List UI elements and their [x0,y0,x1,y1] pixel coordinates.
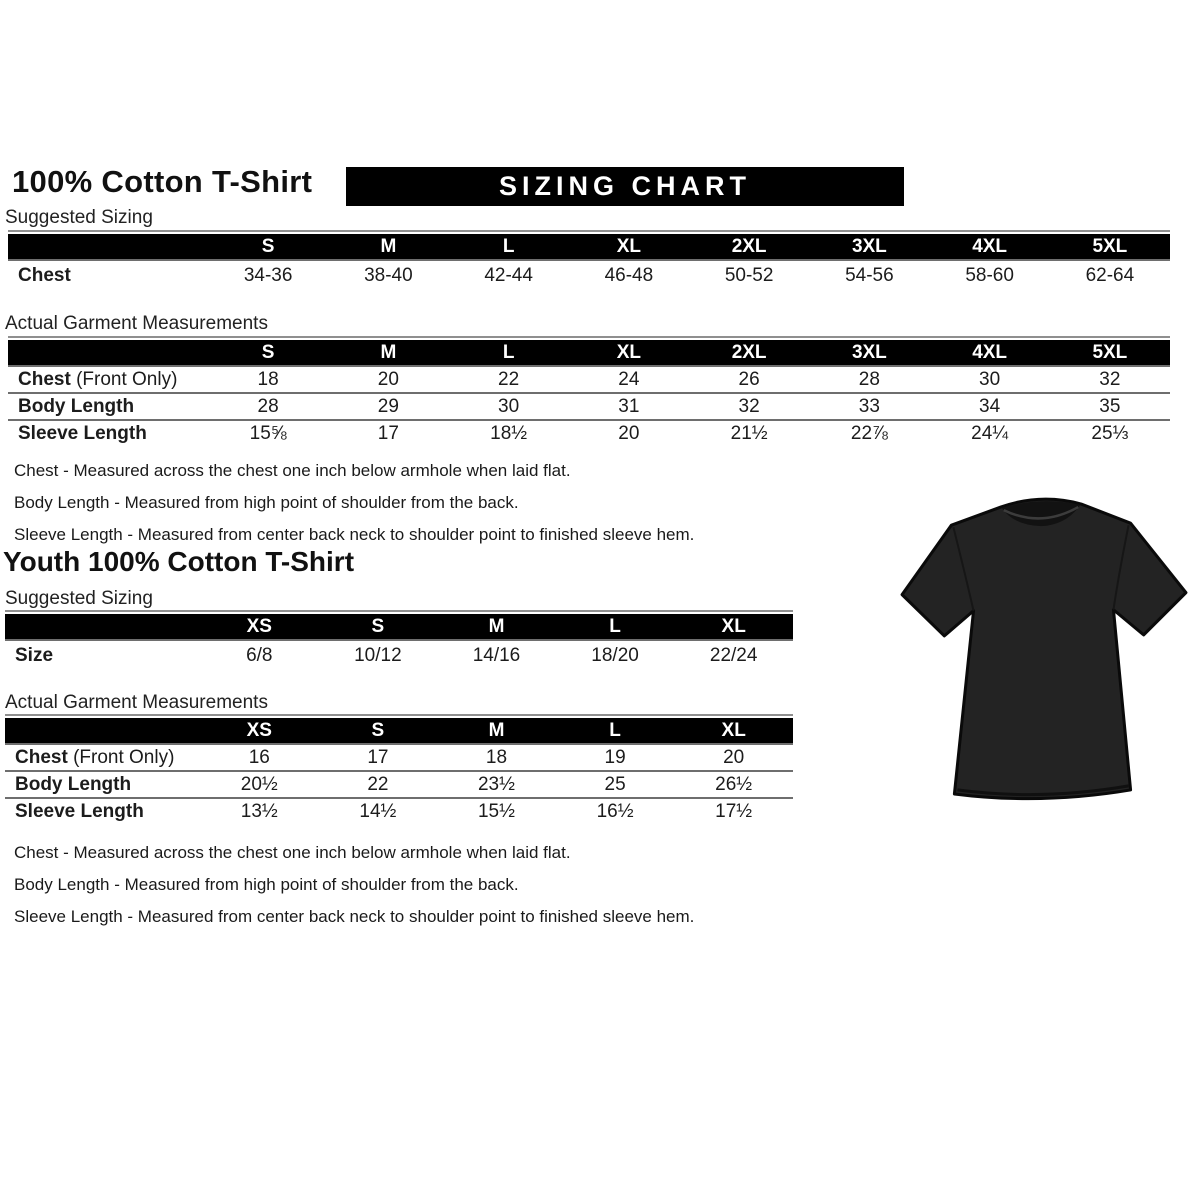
column-header: M [488,615,505,637]
table-row [8,259,1170,290]
column-header: L [502,235,515,257]
sizing-chart-banner-text: SIZING CHART [499,171,751,201]
table-cell: 31 [618,395,640,417]
column-header: M [488,719,505,741]
row-label: Chest (Front Only) [18,368,178,390]
column-header: S [371,719,385,741]
column-header: XL [616,341,642,363]
column-header: XL [721,719,746,741]
column-header: 2XL [731,235,767,257]
table-row [8,419,1170,446]
table-cell: 34 [979,395,1001,417]
note-chest: Chest - Measured across the chest one inch below armhole when laid flat. [14,461,571,480]
column-header: L [502,341,515,363]
table-row [5,639,793,670]
note-body-length: Body Length - Measured from high point of shoulder from the back. [14,493,519,512]
table-header-row [5,614,793,639]
table-header-row [5,718,793,743]
column-header: 3XL [851,235,887,257]
page-title: 100% Cotton T-Shirt [12,164,313,199]
row-label: Chest [18,264,71,286]
youth-measurement-notes [14,843,694,939]
adult-actual-measurements-label: Actual Garment Measurements [5,313,268,334]
youth-section-title: Youth 100% Cotton T-Shirt [3,546,355,577]
table-cell: 32 [738,395,760,417]
table-cell: 18/20 [591,644,639,666]
tshirt-graphic [893,494,1195,806]
table-cell: 20½ [240,773,278,795]
table-cell: 32 [1099,368,1121,390]
table-row [5,770,793,797]
table-cell: 21½ [730,422,768,444]
table-cell: 50-52 [724,264,774,286]
table-cell: 22 [367,773,389,795]
column-header: S [261,341,275,363]
column-header: 5XL [1092,341,1128,363]
table-cell: 62-64 [1085,264,1135,286]
table-cell: 19 [604,746,626,768]
sizing-chart-banner [346,167,904,206]
table-cell: 24 [618,368,640,390]
table-cell: 18 [257,368,279,390]
table-cell: 16 [248,746,270,768]
note-chest: Chest - Measured across the chest one inch below armhole when laid flat. [14,843,571,862]
table-cell: 16½ [596,800,634,822]
table-cell: 22 [498,368,520,390]
table-cell: 54-56 [845,264,894,286]
table-row [8,392,1170,419]
youth-actual-measurements-table [5,714,793,824]
table-row [8,365,1170,392]
column-header: 2XL [731,341,767,363]
table-cell: 18 [485,746,508,768]
row-label: Sleeve Length [15,800,144,822]
column-header: XS [246,719,272,741]
column-header: S [371,615,385,637]
table-cell: 58-60 [965,264,1014,286]
note-sleeve-length: Sleeve Length - Measured from center back neck to shoulder point to finished sleeve hem. [14,907,695,926]
table-cell: 13½ [240,800,278,822]
table-cell: 26 [738,368,760,390]
table-cell: 28 [257,395,279,417]
table-cell: 25 [604,773,626,795]
row-label: Sleeve Length [18,422,147,444]
table-cell: 33 [858,395,880,417]
table-cell: 17 [367,746,389,768]
table-cell: 28 [858,368,880,390]
column-header: M [380,341,397,363]
row-label: Chest (Front Only) [15,746,175,768]
table-cell: 29 [377,395,399,417]
table-row [5,743,793,770]
column-header: 4XL [972,235,1008,257]
youth-suggested-sizing-label: Suggested Sizing [5,588,153,609]
adult-actual-measurements-table [8,336,1170,446]
table-cell: 14/16 [472,644,521,666]
table-cell: 20 [723,746,745,768]
table-header-row [8,234,1170,259]
note-sleeve-length: Sleeve Length - Measured from center back neck to shoulder point to finished sleeve hem. [14,525,695,544]
table-cell: 38-40 [364,264,413,286]
table-cell: 10/12 [354,644,402,666]
table-cell: 14½ [359,800,397,822]
youth-actual-measurements-label: Actual Garment Measurements [5,692,268,713]
table-row [5,797,793,824]
youth-suggested-sizing-table [5,610,793,670]
table-cell: 46-48 [604,264,654,286]
column-header: M [380,235,397,257]
table-cell: 17½ [715,800,753,822]
note-body-length: Body Length - Measured from high point of shoulder from the back. [14,875,519,894]
tshirt-image [893,494,1195,806]
table-cell: 22/24 [709,644,758,666]
table-cell: 26½ [715,773,753,795]
table-cell: 15½ [477,800,515,822]
row-label: Body Length [18,395,135,417]
table-cell: 15⅝ [249,422,287,444]
table-cell: 17 [377,422,399,444]
table-cell: 30 [979,368,1001,390]
table-cell: 42-44 [484,264,533,286]
table-cell: 22⅞ [850,422,888,444]
adult-suggested-sizing-label: Suggested Sizing [5,207,153,228]
adult-suggested-sizing-table [8,230,1170,290]
column-header: S [261,235,275,257]
tshirt-body [902,499,1186,798]
column-header: XL [721,615,746,637]
table-cell: 18½ [490,422,528,444]
column-header: 4XL [972,341,1008,363]
table-header-row [8,340,1170,365]
table-cell: 23½ [477,773,515,795]
table-cell: 24¼ [971,422,1009,444]
table-cell: 20 [377,368,399,390]
row-label: Body Length [15,773,132,795]
table-cell: 30 [498,395,520,417]
column-header: 3XL [851,341,887,363]
column-header: 5XL [1092,235,1128,257]
column-header: L [609,719,621,741]
row-label: Size [15,644,54,666]
column-header: XS [246,615,272,637]
column-header: XL [616,235,642,257]
table-cell: 35 [1099,395,1121,417]
table-cell: 20 [618,422,640,444]
table-cell: 34-36 [243,264,293,286]
table-cell: 25⅓ [1091,422,1129,444]
adult-measurement-notes [14,461,694,557]
column-header: L [609,615,621,637]
table-cell: 6/8 [246,644,273,666]
